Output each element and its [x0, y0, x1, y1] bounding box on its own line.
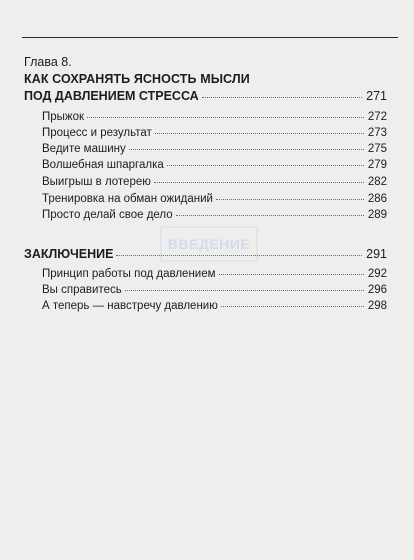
entry-label: Ведите машину	[42, 143, 126, 155]
toc-entry-chapter-8[interactable]	[24, 89, 387, 103]
toc-entry[interactable]	[42, 143, 387, 155]
page-number: 272	[367, 111, 387, 123]
dot-leader	[116, 255, 362, 256]
page-number: 298	[367, 300, 387, 312]
dot-leader	[87, 117, 364, 118]
toc-entry-conclusion[interactable]	[24, 247, 387, 261]
entry-label: Принцип работы под давлением	[42, 268, 216, 280]
page-number: 273	[367, 127, 387, 139]
entry-label: Процесс и результат	[42, 127, 152, 139]
dot-leader	[155, 133, 364, 134]
page-number: 271	[366, 89, 387, 103]
toc-entry[interactable]	[42, 209, 387, 221]
toc-entry[interactable]	[42, 111, 387, 123]
entry-label: А теперь — навстречу давлению	[42, 300, 218, 312]
entry-label: Волшебная шпаргалка	[42, 159, 164, 171]
toc-entry[interactable]	[42, 127, 387, 139]
dot-leader	[167, 165, 364, 166]
entry-label: Просто делай свое дело	[42, 209, 173, 221]
dot-leader	[125, 290, 364, 291]
page-number: 289	[367, 209, 387, 221]
top-rule	[22, 37, 398, 38]
dot-leader	[221, 306, 364, 307]
dot-leader	[129, 149, 364, 150]
chapter-title-line2: ПОД ДАВЛЕНИЕМ СТРЕССА	[24, 89, 199, 103]
conclusion-title: ЗАКЛЮЧЕНИЕ	[24, 247, 114, 261]
chapter-number: Глава 8.	[24, 55, 72, 69]
entry-label: Выигрыш в лотерею	[42, 176, 151, 188]
page-number: 296	[367, 284, 387, 296]
chapter-title-line1: КАК СОХРАНЯТЬ ЯСНОСТЬ МЫСЛИ	[24, 72, 250, 86]
entry-label: Вы справитесь	[42, 284, 122, 296]
page-number: 286	[367, 193, 387, 205]
entry-label: Тренировка на обман ожиданий	[42, 193, 213, 205]
page-number: 291	[366, 247, 387, 261]
page-number: 292	[367, 268, 387, 280]
dot-leader	[216, 199, 364, 200]
dot-leader	[202, 97, 362, 98]
toc-entry[interactable]	[42, 159, 387, 171]
toc-entry[interactable]	[42, 193, 387, 205]
toc-entry[interactable]	[42, 300, 387, 312]
dot-leader	[219, 274, 364, 275]
toc-entry[interactable]	[42, 268, 387, 280]
page-number: 282	[367, 176, 387, 188]
toc-entry[interactable]	[42, 176, 387, 188]
entry-label: Прыжок	[42, 111, 85, 123]
page-number: 279	[367, 159, 387, 171]
dot-leader	[154, 182, 364, 183]
toc-entry[interactable]	[42, 284, 387, 296]
page-number: 275	[367, 143, 387, 155]
show-through-heading: ВВЕДЕНИЕ	[160, 226, 258, 262]
dot-leader	[176, 215, 364, 216]
